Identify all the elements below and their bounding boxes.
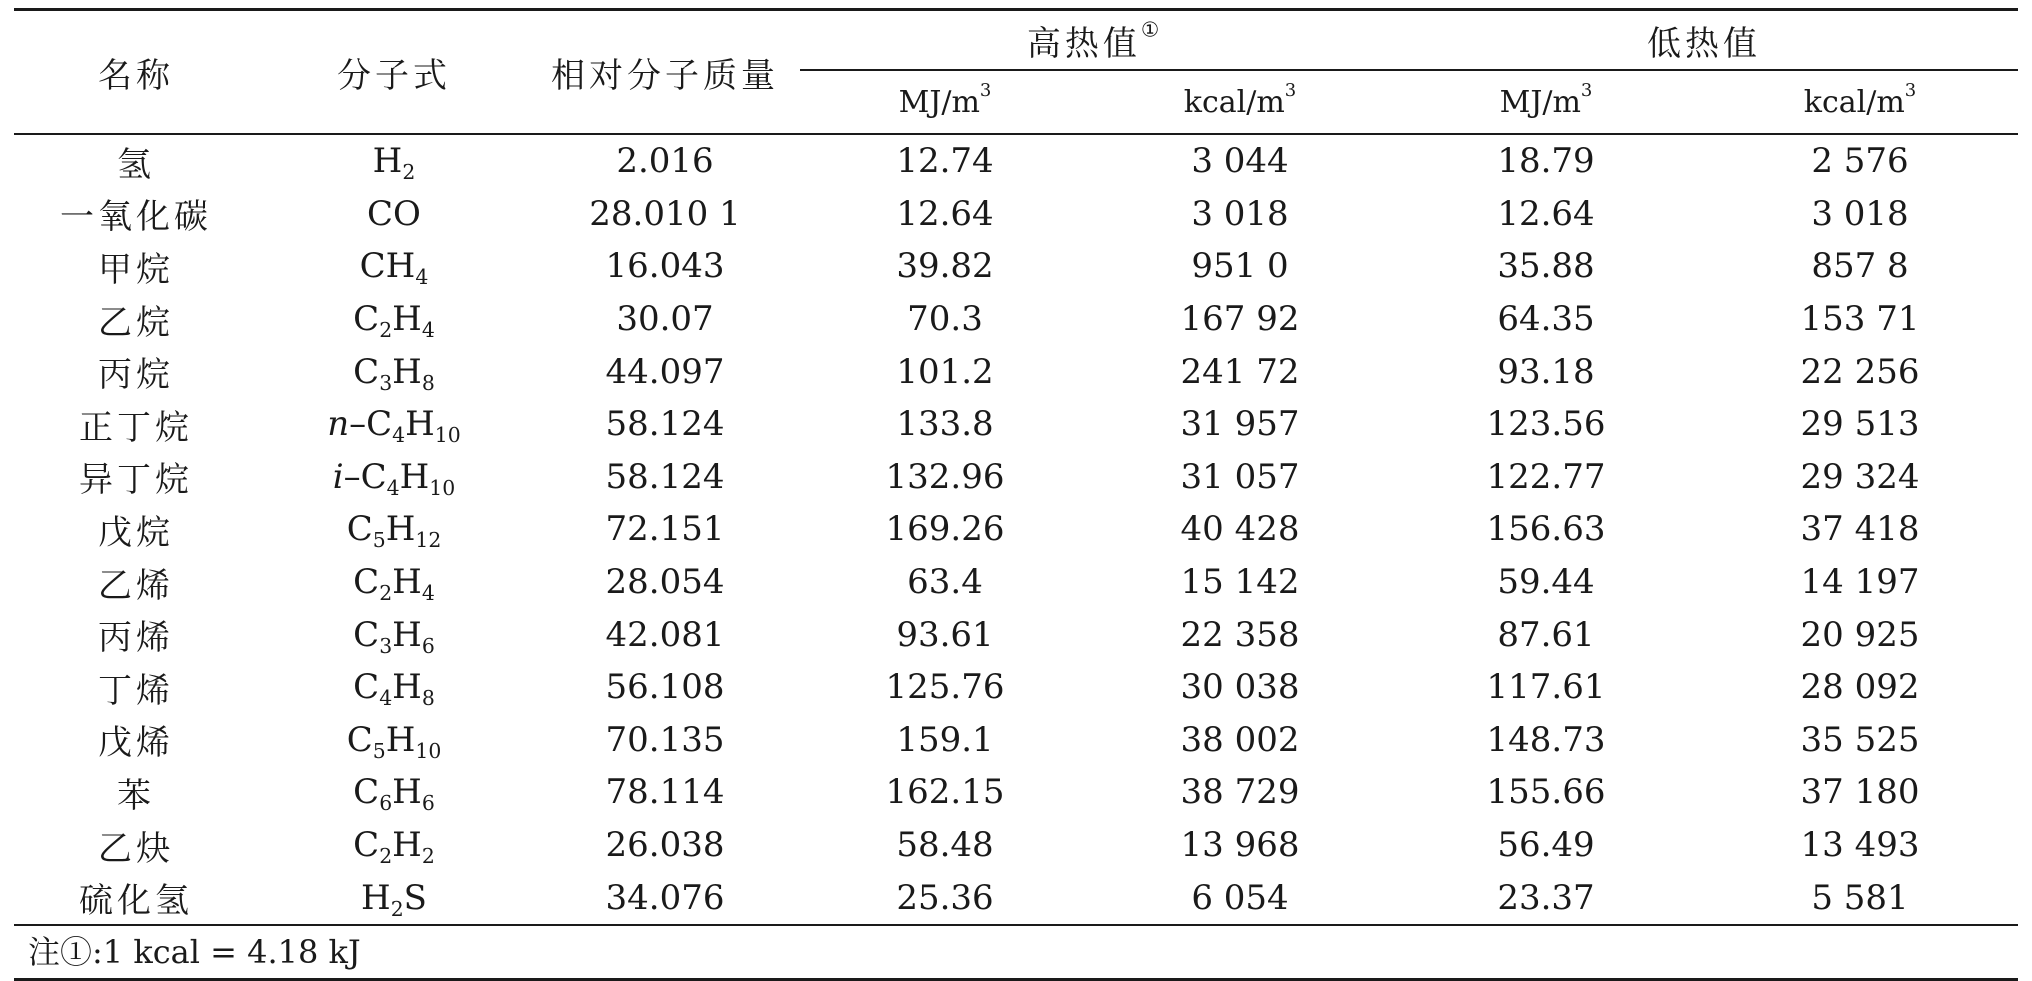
header-hhv-kcal-unit: kcal/$m^3$ xyxy=(1183,79,1297,120)
cell-lhv-mj: 87.61 xyxy=(1497,614,1595,655)
cell-name: 丙烯 xyxy=(98,618,174,659)
cell-name: 乙烷 xyxy=(98,302,174,343)
cell-lhv-kcal: 29 513 xyxy=(1800,404,1920,445)
cell-formula: $C_2H_4$ xyxy=(353,562,435,606)
cell-relative-molecular-mass: 78.114 xyxy=(605,772,725,813)
cell-hhv-kcal: 241 72 xyxy=(1180,351,1300,392)
cell-formula: $H_2S$ xyxy=(361,877,427,921)
table-row xyxy=(14,293,2018,346)
table-row xyxy=(14,714,2018,767)
cell-formula: $n-C_4H_{10}$ xyxy=(327,404,461,448)
cell-hhv-kcal: 22 358 xyxy=(1180,614,1300,655)
table-row xyxy=(14,608,2018,661)
cell-hhv-mj: 12.74 xyxy=(896,141,994,182)
cell-lhv-mj: 59.44 xyxy=(1497,562,1595,603)
cell-formula: $C_3H_6$ xyxy=(353,614,435,658)
cell-lhv-mj: 93.18 xyxy=(1497,351,1595,392)
cell-hhv-kcal: 15 142 xyxy=(1180,562,1300,603)
table-row xyxy=(14,766,2018,819)
cell-hhv-kcal: 38 729 xyxy=(1180,772,1300,813)
cell-lhv-mj: 18.79 xyxy=(1497,141,1595,182)
cell-relative-molecular-mass: 26.038 xyxy=(605,825,725,866)
cell-hhv-mj: 125.76 xyxy=(885,667,1005,708)
cell-hhv-kcal: 6 054 xyxy=(1191,877,1289,918)
cell-lhv-mj: 156.63 xyxy=(1486,509,1606,550)
cell-name: 正丁烷 xyxy=(79,407,193,448)
cell-hhv-mj: 162.15 xyxy=(885,772,1005,813)
cell-lhv-kcal: 20 925 xyxy=(1800,614,1920,655)
cell-formula: $C_6H_6$ xyxy=(353,772,435,816)
header-relative-molecular-mass: 相对分子质量 xyxy=(530,10,800,135)
cell-relative-molecular-mass: 34.076 xyxy=(605,877,725,918)
cell-hhv-mj: 159.1 xyxy=(896,719,994,760)
cell-lhv-mj: 117.61 xyxy=(1486,667,1606,708)
cell-relative-molecular-mass: 28.054 xyxy=(605,562,725,603)
cell-formula: $C_5H_{12}$ xyxy=(346,509,442,553)
table-row xyxy=(14,188,2018,241)
cell-name: 异丁烷 xyxy=(79,460,193,501)
cell-hhv-mj: 101.2 xyxy=(896,351,994,392)
cell-lhv-mj: 64.35 xyxy=(1497,299,1595,340)
cell-name: 硫化氢 xyxy=(79,881,193,922)
cell-name: 乙烯 xyxy=(98,565,174,606)
table-row xyxy=(14,661,2018,714)
cell-hhv-kcal: 951 0 xyxy=(1191,246,1289,287)
cell-hhv-mj: 132.96 xyxy=(885,456,1005,497)
cell-formula: $C_5H_{10}$ xyxy=(346,719,442,763)
gas-heating-value-table xyxy=(14,8,2018,924)
cell-hhv-mj: 169.26 xyxy=(885,509,1005,550)
cell-hhv-mj: 58.48 xyxy=(896,825,994,866)
cell-relative-molecular-mass: 30.07 xyxy=(616,299,714,340)
cell-lhv-mj: 12.64 xyxy=(1497,193,1595,234)
cell-lhv-mj: 23.37 xyxy=(1497,877,1595,918)
cell-lhv-kcal: 35 525 xyxy=(1800,719,1920,760)
cell-lhv-kcal: 3 018 xyxy=(1811,193,1909,234)
header-lhv-mj-unit: $MJ/m^3$ xyxy=(1499,79,1593,120)
cell-hhv-mj: 63.4 xyxy=(907,562,983,603)
cell-formula: $C_3H_8$ xyxy=(353,351,435,395)
cell-lhv-kcal: 28 092 xyxy=(1800,667,1920,708)
cell-hhv-mj: 12.64 xyxy=(896,193,994,234)
cell-lhv-kcal: 22 256 xyxy=(1800,351,1920,392)
cell-lhv-kcal: 153 71 xyxy=(1800,299,1920,340)
cell-lhv-mj: 56.49 xyxy=(1497,825,1595,866)
cell-hhv-mj: 70.3 xyxy=(907,299,983,340)
header-hhv-label: 高热值 xyxy=(1026,23,1141,64)
header-formula: 分子式 xyxy=(258,10,530,135)
cell-lhv-kcal: 857 8 xyxy=(1811,246,1909,287)
cell-lhv-kcal: 37 418 xyxy=(1800,509,1920,550)
cell-hhv-mj: 133.8 xyxy=(896,404,994,445)
table-row xyxy=(14,556,2018,609)
cell-formula: $H_2$ xyxy=(372,141,416,185)
cell-name: 甲烷 xyxy=(98,249,174,290)
cell-hhv-kcal: 3 018 xyxy=(1191,193,1289,234)
table-footnote: 注①:1 kcal = 4.18 kJ xyxy=(14,924,2018,981)
cell-hhv-mj: 25.36 xyxy=(896,877,994,918)
cell-relative-molecular-mass: 72.151 xyxy=(605,509,725,550)
cell-formula: $C_2H_4$ xyxy=(353,299,435,343)
cell-hhv-kcal: 38 002 xyxy=(1180,719,1300,760)
cell-relative-molecular-mass: 16.043 xyxy=(605,246,725,287)
table-row xyxy=(14,819,2018,872)
cell-lhv-kcal: 13 493 xyxy=(1800,825,1920,866)
table-body xyxy=(14,134,2018,924)
cell-lhv-mj: 123.56 xyxy=(1486,404,1606,445)
footnote-mark: ① xyxy=(1140,17,1164,42)
cell-hhv-kcal: 31 957 xyxy=(1180,404,1300,445)
cell-formula: $CH_4$ xyxy=(359,246,429,290)
cell-relative-molecular-mass: 28.010 1 xyxy=(589,193,741,234)
table-row xyxy=(14,398,2018,451)
cell-relative-molecular-mass: 58.124 xyxy=(605,404,725,445)
cell-lhv-mj: 35.88 xyxy=(1497,246,1595,287)
cell-hhv-kcal: 13 968 xyxy=(1180,825,1300,866)
table-header xyxy=(14,10,2018,135)
cell-name: 戊烷 xyxy=(98,512,174,553)
cell-hhv-kcal: 30 038 xyxy=(1180,667,1300,708)
header-lower-heating-value: 低热值 xyxy=(1390,10,2018,71)
cell-formula: CO xyxy=(367,193,421,234)
cell-relative-molecular-mass: 2.016 xyxy=(616,141,714,182)
cell-name: 丙烷 xyxy=(98,355,174,396)
cell-name: 氢 xyxy=(117,144,155,185)
header-higher-heating-value xyxy=(800,10,1390,71)
header-hhv-mj-unit: $MJ/m^3$ xyxy=(898,79,992,120)
cell-hhv-kcal: 167 92 xyxy=(1180,299,1300,340)
cell-lhv-kcal: 29 324 xyxy=(1800,456,1920,497)
cell-name: 一氧化碳 xyxy=(60,197,212,238)
cell-relative-molecular-mass: 58.124 xyxy=(605,456,725,497)
cell-lhv-kcal: 2 576 xyxy=(1811,141,1909,182)
cell-name: 丁烯 xyxy=(98,670,174,711)
cell-name: 戊烯 xyxy=(98,723,174,764)
cell-relative-molecular-mass: 56.108 xyxy=(605,667,725,708)
header-name: 名称 xyxy=(14,10,258,135)
cell-name: 乙炔 xyxy=(98,828,174,869)
cell-name: 苯 xyxy=(117,775,155,816)
cell-hhv-mj: 93.61 xyxy=(896,614,994,655)
table-row xyxy=(14,871,2018,924)
cell-hhv-kcal: 3 044 xyxy=(1191,141,1289,182)
cell-hhv-kcal: 31 057 xyxy=(1180,456,1300,497)
table-row xyxy=(14,240,2018,293)
cell-relative-molecular-mass: 44.097 xyxy=(605,351,725,392)
cell-formula: $C_4H_8$ xyxy=(353,667,435,711)
cell-lhv-mj: 155.66 xyxy=(1486,772,1606,813)
table-row xyxy=(14,134,2018,188)
cell-hhv-kcal: 40 428 xyxy=(1180,509,1300,550)
gas-heating-value-table-container xyxy=(14,8,2018,981)
cell-relative-molecular-mass: 70.135 xyxy=(605,719,725,760)
table-row xyxy=(14,503,2018,556)
cell-lhv-kcal: 5 581 xyxy=(1811,877,1909,918)
cell-formula: $C_2H_2$ xyxy=(353,825,435,869)
cell-lhv-kcal: 37 180 xyxy=(1800,772,1920,813)
cell-lhv-mj: 148.73 xyxy=(1486,719,1606,760)
header-lhv-kcal-unit: kcal/$m^3$ xyxy=(1803,79,1917,120)
table-row xyxy=(14,451,2018,504)
cell-formula: $i-C_4H_{10}$ xyxy=(332,456,456,500)
cell-relative-molecular-mass: 42.081 xyxy=(605,614,725,655)
cell-lhv-mj: 122.77 xyxy=(1486,456,1606,497)
cell-lhv-kcal: 14 197 xyxy=(1800,562,1920,603)
cell-hhv-mj: 39.82 xyxy=(896,246,994,287)
table-row xyxy=(14,345,2018,398)
